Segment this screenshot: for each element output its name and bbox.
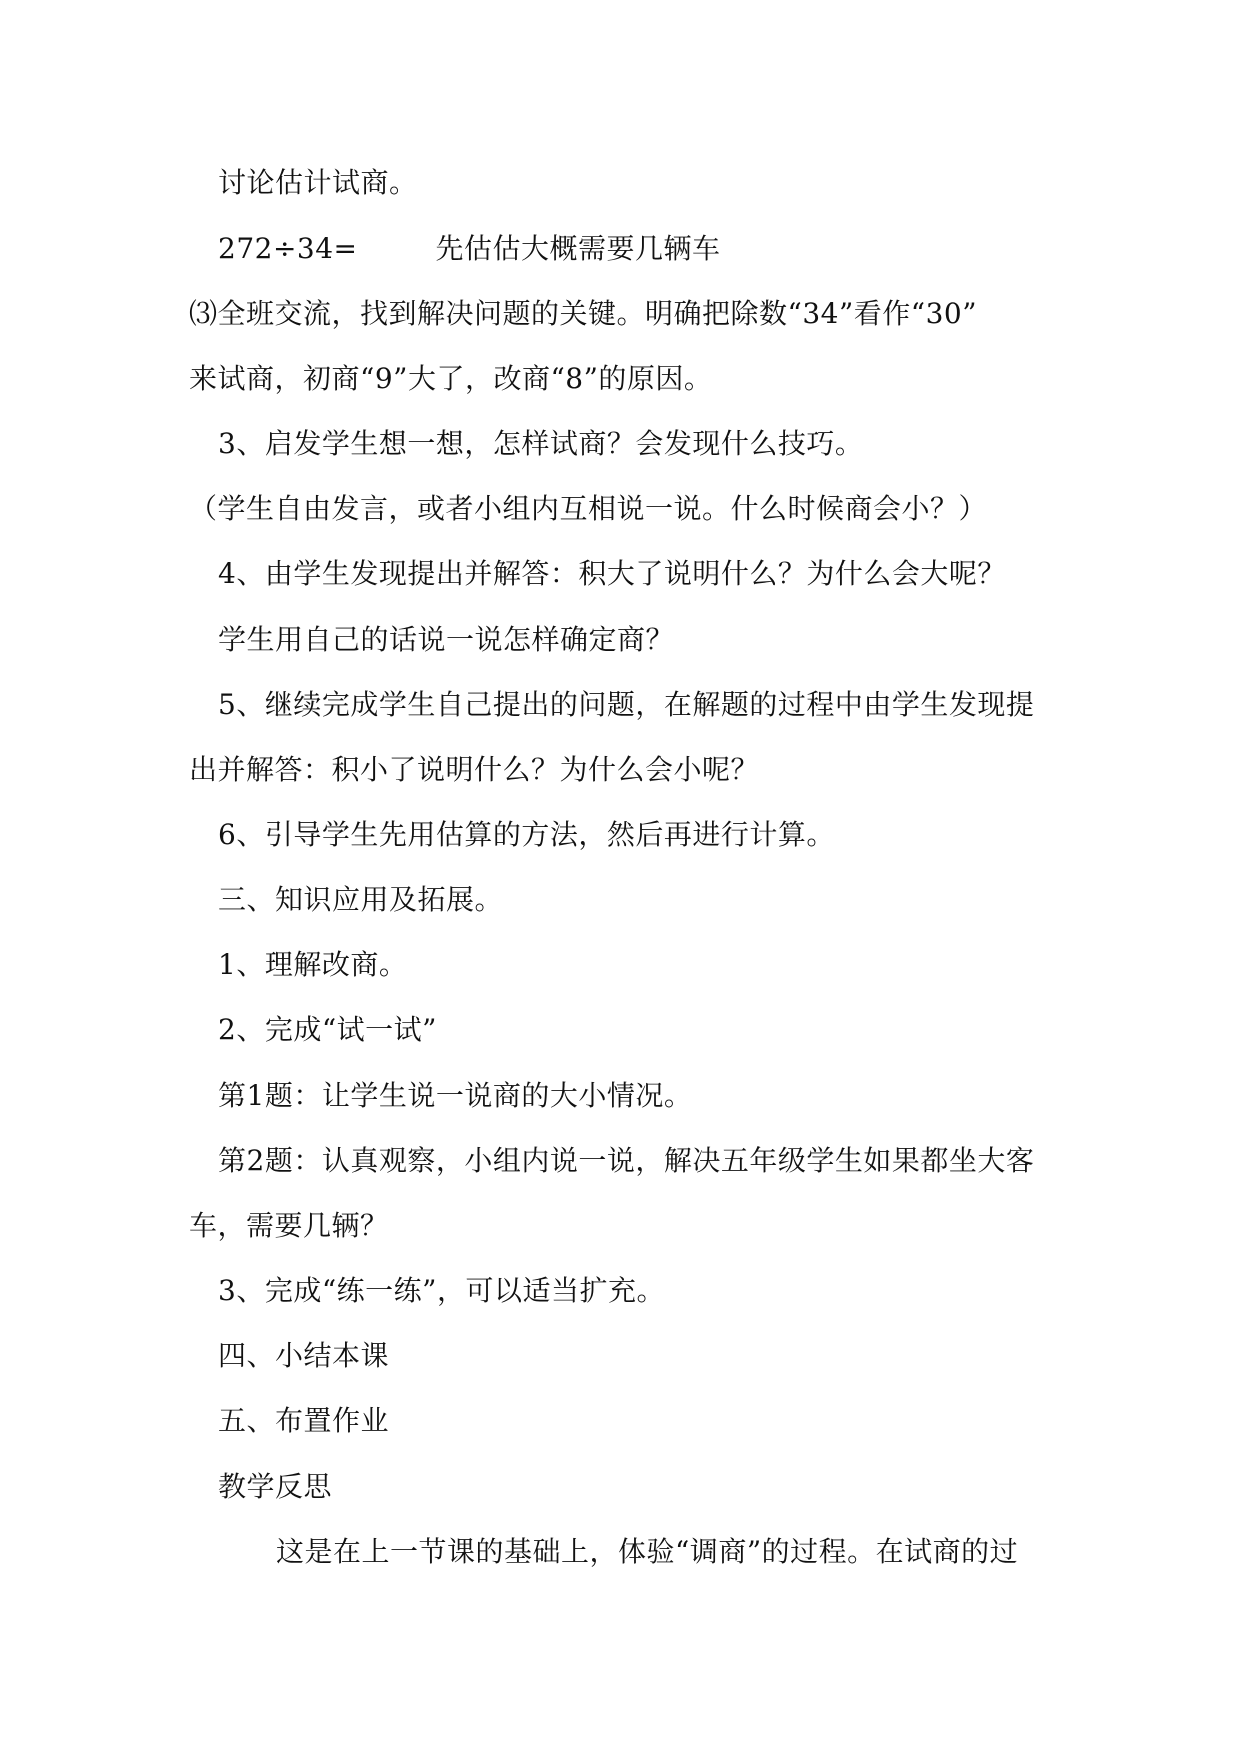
text-line: 3、启发学生想一想，怎样试商？会发现什么技巧。 — [218, 427, 864, 460]
text-line: （学生自由发言，或者小组内互相说一说。什么时候商会小？） — [189, 492, 988, 525]
section-heading: 五、布置作业 — [218, 1404, 390, 1437]
equation: 272÷34= — [218, 232, 358, 265]
section-heading: 四、小结本课 — [218, 1339, 390, 1372]
text-line: 车，需要几辆？ — [189, 1209, 389, 1242]
estimate-prompt: 先估估大概需要几辆车 — [435, 232, 721, 265]
text-line: 第2题：认真观察，小组内说一说，解决五年级学生如果都坐大客 — [218, 1144, 1035, 1177]
section-heading: 教学反思 — [218, 1470, 333, 1503]
text-line: 讨论估计试商。 — [218, 166, 418, 199]
text-line: 6、引导学生先用估算的方法，然后再进行计算。 — [218, 818, 835, 851]
text-line: 4、由学生发现提出并解答：积大了说明什么？为什么会大呢？ — [218, 557, 1006, 590]
text-line: ⑶全班交流，找到解决问题的关键。明确把除数“34”看作“30” — [189, 297, 978, 330]
text-line: 出并解答：积小了说明什么？为什么会小呢？ — [189, 753, 760, 786]
text-line: 这是在上一节课的基础上，体验“调商”的过程。在试商的过 — [276, 1535, 1019, 1568]
text-line: 学生用自己的话说一说怎样确定商？ — [218, 623, 675, 656]
text-line: 5、继续完成学生自己提出的问题，在解题的过程中由学生发现提 — [218, 688, 1035, 721]
section-heading: 三、知识应用及拓展。 — [218, 883, 504, 916]
text-line: 1、理解改商。 — [218, 948, 408, 981]
text-line-equation — [218, 229, 721, 269]
text-line: 2、完成“试一试” — [218, 1013, 437, 1046]
text-line: 3、完成“练一练”，可以适当扩充。 — [218, 1274, 665, 1307]
text-line: 来试商，初商“9”大了，改商“8”的原因。 — [189, 362, 713, 395]
text-line: 第1题：让学生说一说商的大小情况。 — [218, 1079, 693, 1112]
